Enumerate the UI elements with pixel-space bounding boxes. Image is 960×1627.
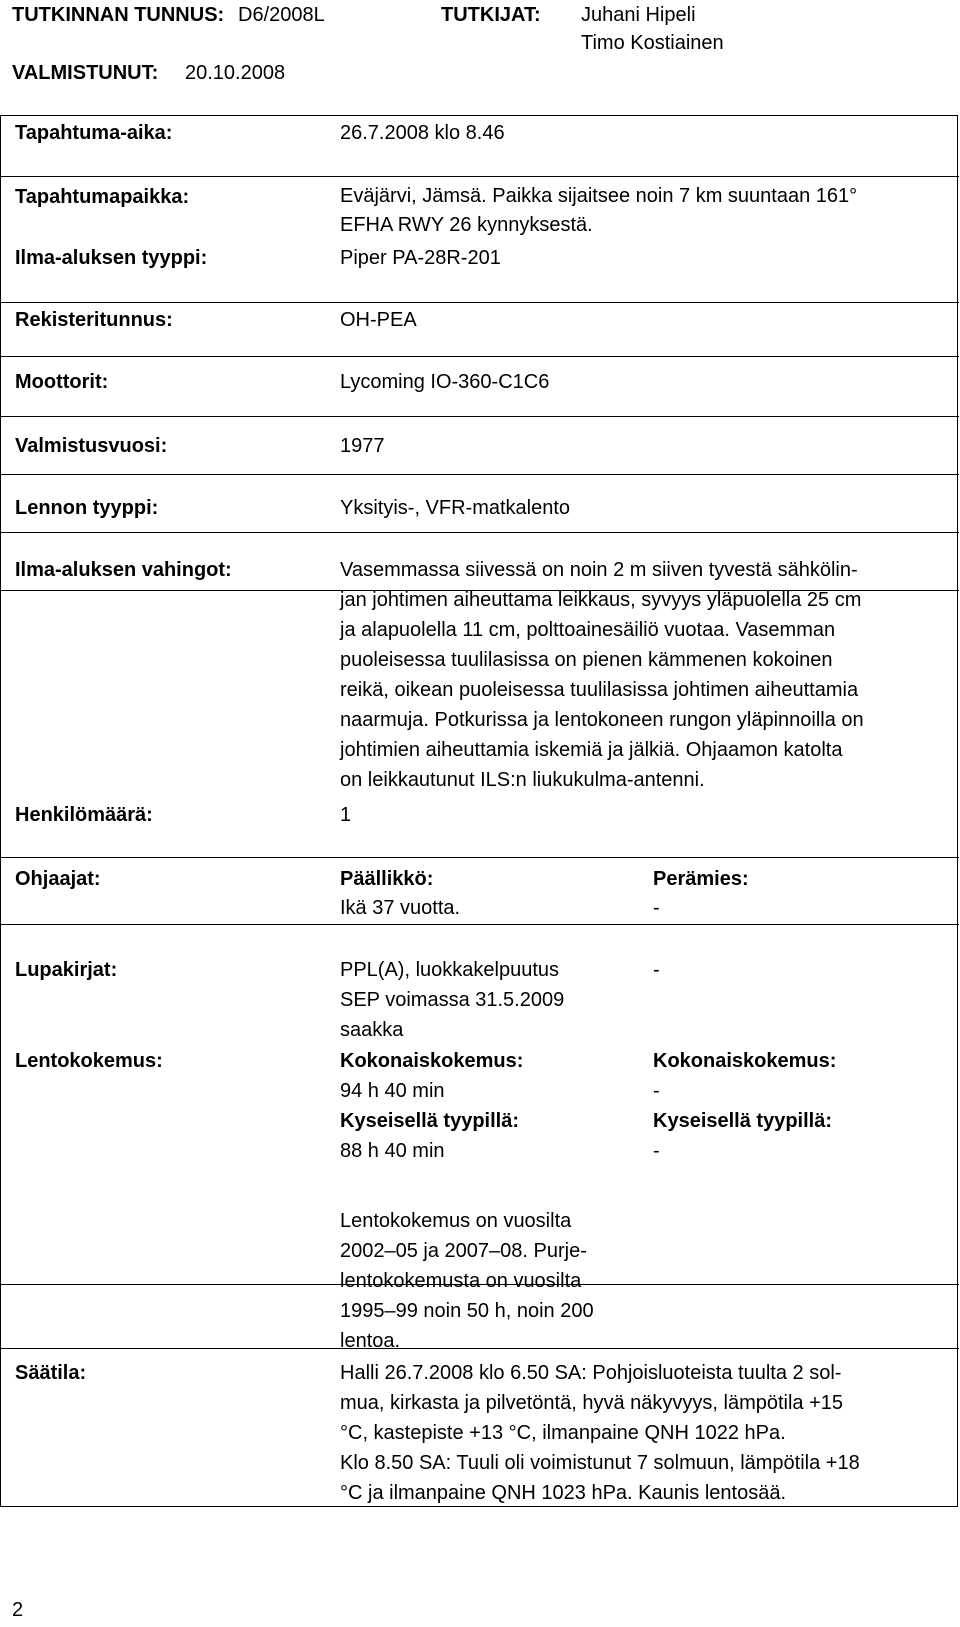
captain-age: Ikä 37 vuotta. <box>340 897 461 919</box>
row-divider <box>1 924 959 925</box>
copilot-total-label: Kokonaiskokemus: <box>653 1050 837 1072</box>
copilot-total-value: - <box>653 1080 660 1102</box>
copilot-label: Perämies: <box>653 868 749 890</box>
row-divider <box>1 532 959 533</box>
captain-type-label: Kyseisellä tyypillä: <box>340 1110 519 1132</box>
captain-licence: PPL(A), luokkakelpuutus SEP voimassa 31.5.2009 saakka <box>340 959 565 1041</box>
completed-label: VALMISTUNUT: <box>12 62 159 84</box>
aircraft-type-label: Ilma-aluksen tyyppi: <box>15 247 208 269</box>
completed-value: 20.10.2008 <box>185 62 286 84</box>
captain-type-value: 88 h 40 min <box>340 1140 445 1162</box>
captain-total-label: Kokonaiskokemus: <box>340 1050 524 1072</box>
pilots-label: Ohjaajat: <box>15 868 101 890</box>
row-divider <box>1 416 959 417</box>
experience-note: Lentokokemus on vuosilta 2002–05 ja 2007–08. Purje- lentokokemusta on vuosilta 1995–99 noin 50 h, noin 200 lentoa. <box>340 1210 594 1352</box>
investigators-label: TUTKIJAT: <box>441 4 541 26</box>
aircraft-type-value: Piper PA-28R-201 <box>340 247 501 269</box>
page-number: 2 <box>12 1599 24 1621</box>
experience-label: Lentokokemus: <box>15 1050 163 1072</box>
registration-value: OH-PEA <box>340 309 417 331</box>
investigator-1: Juhani Hipeli <box>581 4 696 26</box>
year-value: 1977 <box>340 435 385 457</box>
investigation-id-value: D6/2008L <box>238 4 325 26</box>
damage-label: Ilma-aluksen vahingot: <box>15 559 232 581</box>
time-label: Tapahtuma-aika: <box>15 122 173 144</box>
row-divider <box>1 474 959 475</box>
weather-label: Säätila: <box>15 1362 87 1384</box>
copilot-value: - <box>653 897 660 919</box>
persons-value: 1 <box>340 804 352 826</box>
place-value: Eväjärvi, Jämsä. Paikka sijaitsee noin 7 km suuntaan 161° EFHA RWY 26 kynnyksestä. <box>340 185 858 236</box>
engines-label: Moottorit: <box>15 371 109 393</box>
flight-type-value: Yksityis-, VFR-matkalento <box>340 497 571 519</box>
engines-value: Lycoming IO-360-C1C6 <box>340 371 550 393</box>
year-label: Valmistusvuosi: <box>15 435 168 457</box>
time-value: 26.7.2008 klo 8.46 <box>340 122 505 144</box>
damage-value: Vasemmassa siivessä on noin 2 m siiven tyvestä sähkölin- jan johtimen aiheuttama leikkaus, syvyys yläpuolella 25 cm ja alapuolella 11 cm, polttoainesäiliö vuotaa. Vasemman puoleisessa tuulilasissa on pienen kämmenen kokoinen reikä, oikean puoleisessa tuulilasissa johtimen aiheuttamia naarmuja. Potkurissa ja lentokoneen rungon yläpinnoilla on johtimien aiheuttamia iskemiä ja jälkiä. Ohjaamon katolta on leikkautunut ILS:n liukukulma-antenni. <box>340 559 864 791</box>
copilot-licence: - <box>653 959 660 981</box>
captain-total-value: 94 h 40 min <box>340 1080 445 1102</box>
persons-label: Henkilömäärä: <box>15 804 153 826</box>
place-label: Tapahtumapaikka: <box>15 186 190 208</box>
row-divider <box>1 857 959 858</box>
captain-label: Päällikkö: <box>340 868 434 890</box>
flight-type-label: Lennon tyyppi: <box>15 497 159 519</box>
row-divider <box>1 356 959 357</box>
copilot-type-value: - <box>653 1140 660 1162</box>
weather-value: Halli 26.7.2008 klo 6.50 SA: Pohjoisluoteista tuulta 2 sol- mua, kirkasta ja pilvetöntä, hyvä näkyvyys, lämpötila +15 °C, kastepiste +13 °C, ilmanpaine QNH 1022 hPa. Klo 8.50 SA: Tuuli oli voimistunut 7 solmuun, lämpötila +18 °C ja ilmanpaine QNH 1023 hPa. Kaunis lentosää. <box>340 1362 860 1504</box>
licences-label: Lupakirjat: <box>15 959 118 981</box>
row-divider <box>1 176 959 177</box>
copilot-type-label: Kyseisellä tyypillä: <box>653 1110 832 1132</box>
row-divider <box>1 302 959 303</box>
registration-label: Rekisteritunnus: <box>15 309 173 331</box>
investigation-id-label: TUTKINNAN TUNNUS: <box>12 4 225 26</box>
investigator-2: Timo Kostiainen <box>581 32 724 54</box>
